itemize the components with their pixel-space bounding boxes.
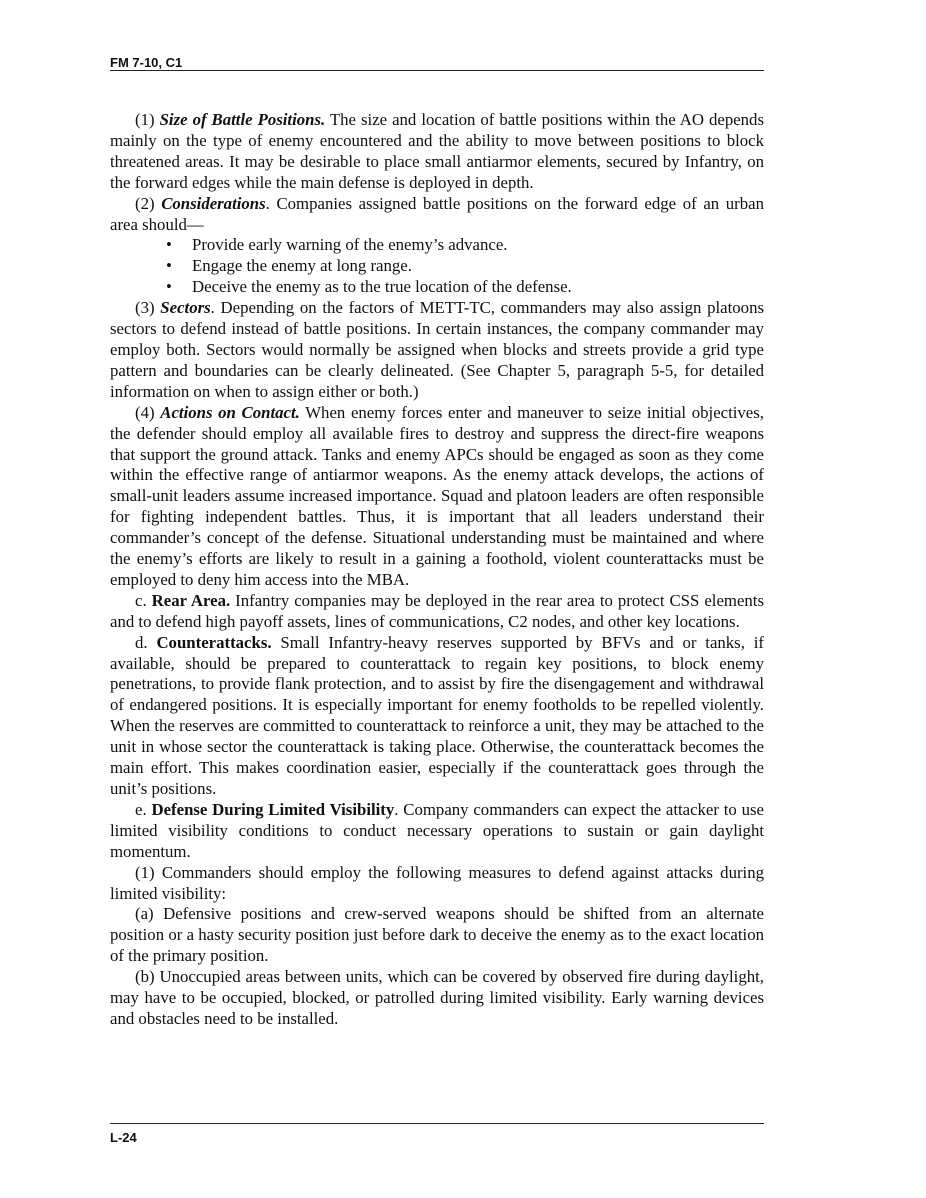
paragraph-measure-a: (a) Defensive positions and crew-served weapons should be shifted from an alternate position or a hasty security position just before dark to deceive the enemy as to the exact location of the primary position. (110, 904, 764, 966)
paragraph-sectors (110, 298, 764, 403)
paragraph-heading: Defense During Limited Visibility (151, 799, 395, 819)
paragraph-text: Small Infantry-heavy reserves supported by BFVs and or tanks, if available, should be prepared to counterattack to regain key positions, to block enemy penetrations, to provide flank protection, and to assist by fire the disengagement and withdrawal of endangered positions. It is especially important for enemy footholds to be repelled violently. When the reserves are committed to counterattack to reinforce a unit, they may be attached to the unit in whose sector the counterattack is taking place. Otherwise, the counterattack becomes the main effort. This makes coordination easier, especially if the counterattack goes through the unit’s positions. (110, 632, 764, 798)
body-text (110, 110, 764, 1030)
paragraph-considerations (110, 194, 764, 236)
paragraph-rear-area (110, 591, 764, 633)
page-number: L-24 (110, 1130, 137, 1145)
paragraph-number: e. (135, 799, 147, 819)
page-header-label: FM 7-10, C1 (110, 55, 183, 70)
paragraph-number: c. (135, 590, 147, 610)
paragraph-size-of-battle-positions (110, 110, 764, 194)
paragraph-number: d. (135, 632, 148, 652)
list-item: • Provide early warning of the enemy’s advance. (166, 235, 508, 255)
paragraph-text: . Depending on the factors of METT-TC, commanders may also assign platoons sectors to defend instead of battle positions. In certain instances, the company commander may employ both. Sectors would normally be assigned when blocks and streets provide a grid type pattern and boundaries can be clearly delineated. (See Chapter 5, paragraph 5-5, for detailed information on when to assign either or both.) (110, 298, 764, 401)
paragraph-text: The size and location of battle positions within the AO depends mainly on the type of enemy encountered and the ability to move between positions to block threatened areas. It may be desirable to place small antiarmor elements, secured by Infantry, on the forward edges while the main defense is deployed in depth. (110, 110, 764, 192)
paragraph-heading: Counterattacks. (156, 632, 272, 652)
paragraph-heading: Size of Battle Positions. (159, 110, 326, 129)
paragraph-limited-visibility (110, 800, 764, 863)
paragraph-heading: Sectors (160, 298, 211, 318)
paragraph-number: (2) (135, 193, 155, 213)
paragraph-text: . Company commanders can expect the attacker to use limited visibility conditions to conduct necessary operations to sustain or gain daylight momentum. (110, 799, 764, 861)
paragraph-counterattacks (110, 633, 764, 800)
paragraph-text: When enemy forces enter and maneuver to seize initial objectives, the defender should employ all available fires to destroy and suppress the direct-fire weapons that support the ground attack. Tanks and enemy APCs should be engaged as soon as they come within the effective range of antiarmor weapons. As the enemy attack develops, the actions of small-unit leaders assume increased importance. Squad and platoon leaders are often responsible for fighting independent battles. Thus, it is important that all leaders understand their commander’s concept of the defense. Situational understanding must be maintained and where the enemy’s efforts are likely to result in a gaining a foothold, violent counterattacks must be employed to deny him access into the MBA. (110, 402, 764, 589)
footer-rule (110, 1123, 764, 1124)
bullet-icon: • (166, 277, 172, 297)
bullet-icon: • (166, 235, 172, 255)
paragraph-actions-on-contact (110, 403, 764, 591)
paragraph-heading: Rear Area. (151, 590, 231, 610)
paragraph-number: (4) (135, 402, 155, 422)
list-item: • Engage the enemy at long range. (166, 256, 412, 276)
considerations-list (110, 235, 764, 298)
bullet-icon: • (166, 256, 172, 276)
paragraph-number: (3) (135, 298, 155, 318)
paragraph-measure-b: (b) Unoccupied areas between units, which can be covered by observed fire during daylight, may have to be occupied, blocked, or patrolled during limited visibility. Early warning devices and obstacles need to be installed. (110, 967, 764, 1028)
paragraph-measures: (1) Commanders should employ the following measures to defend against attacks during limited visibility: (110, 862, 764, 903)
paragraph-number: (1) (135, 110, 155, 129)
list-item: • Deceive the enemy as to the true location of the defense. (166, 277, 572, 297)
header-rule (110, 70, 764, 71)
paragraph-heading: Considerations (161, 193, 266, 213)
paragraph-heading: Actions on Contact. (160, 402, 300, 422)
paragraph-text: Infantry companies may be deployed in the rear area to protect CSS elements and to defend high payoff assets, lines of communications, C2 nodes, and other key locations. (110, 590, 765, 631)
paragraph-text: . Companies assigned battle positions on the forward edge of an urban area should— (110, 193, 764, 234)
